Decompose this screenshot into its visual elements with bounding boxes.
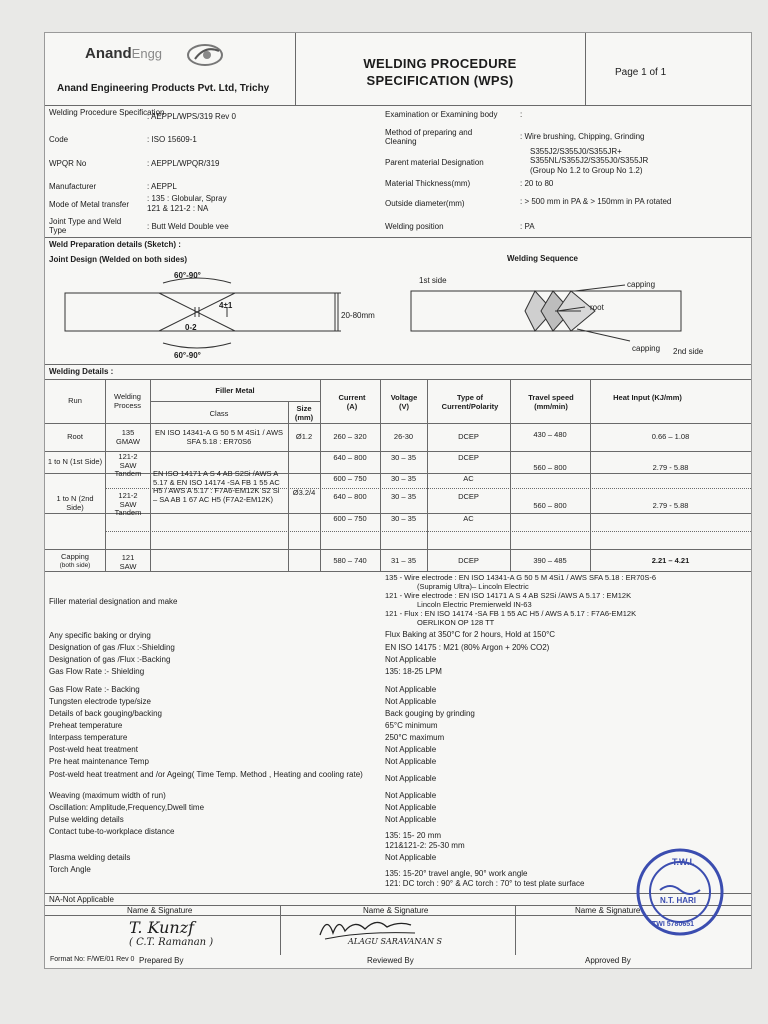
stamp-id: TWI 5780651 <box>652 921 695 928</box>
info-label-joint-type: Joint Type and Weld Type <box>49 217 122 235</box>
root-current-type: DCEP <box>458 432 479 441</box>
first-side-run: 1 to N (1st Side) <box>47 457 103 466</box>
first-side-voltage-1: 30 – 35 <box>390 453 417 462</box>
capping-bottom-label: capping <box>632 344 661 353</box>
header-current-type: Type of Current/Polarity <box>441 393 499 411</box>
param-label: Interpass temperature <box>49 733 128 742</box>
info-label-code: Code <box>49 135 69 144</box>
info-label-outside-diameter: Outside diameter(mm) <box>385 199 465 208</box>
divider <box>280 905 281 955</box>
param-label: Designation of gas /Flux :-Backing <box>49 655 171 664</box>
logo-cell <box>45 33 296 105</box>
root-heat-input: 0.66 – 1.08 <box>651 432 690 441</box>
info-value-parent-material-3: (Group No 1.2 to Group No 1.2) <box>530 166 643 175</box>
first-side-travel-speed: 560 – 800 <box>533 463 567 472</box>
sketch-section-title: Weld Preparation details (Sketch) : <box>49 240 181 249</box>
root-process: 135 GMAW <box>116 428 140 446</box>
stamp-top-text: T.W.I. <box>672 857 695 867</box>
joint-design-title: Joint Design (Welded on both sides) <box>49 255 188 264</box>
capping-heat-input: 2.21 – 4.21 <box>651 556 690 565</box>
info-label-cleaning: Method of preparing and Cleaning <box>385 128 473 146</box>
logo-swirl-icon <box>185 41 229 67</box>
reviewed-by-label: Reviewed By <box>367 956 414 965</box>
welding-sequence-title: Welding Sequence <box>507 254 578 263</box>
param-value: Back gouging by grinding <box>385 709 475 718</box>
capping-travel-speed: 390 – 485 <box>533 556 567 565</box>
param-value: Not Applicable <box>385 757 437 766</box>
param-value: Not Applicable <box>385 803 437 812</box>
approved-by-label: Approved By <box>585 956 631 965</box>
info-value-wps: : AEPPL/WPS/319 Rev 0 <box>147 112 236 121</box>
prepared-by-label: Prepared By <box>139 956 184 965</box>
info-value-joint-type: : Butt Weld Double vee <box>147 222 229 231</box>
info-label-parent-material: Parent material Designation <box>385 158 484 167</box>
stamp-name: N.T. HARI <box>660 896 696 905</box>
info-label-metal-transfer: Mode of Metal transfer <box>49 200 130 209</box>
document-title: WELDING PROCEDURE SPECIFICATION (WPS) <box>363 56 517 88</box>
second-side-current-1: 640 – 800 <box>333 492 367 501</box>
param-label: Any specific baking or drying <box>49 631 151 640</box>
first-side-label: 1st side <box>419 276 447 285</box>
header-process: Welding Process <box>113 392 142 410</box>
info-value-metal-transfer-2: 121 & 121-2 : NA <box>147 204 209 213</box>
param-value: Not Applicable <box>385 815 437 824</box>
param-label: Gas Flow Rate :- Backing <box>49 685 140 694</box>
param-label: Tungsten electrode type/size <box>49 697 151 706</box>
filler-line: OERLIKON OP 128 TT <box>417 618 495 627</box>
divider <box>45 237 751 238</box>
gap-label: 0-2 <box>185 323 197 332</box>
param-label: Post-weld heat treatment <box>49 745 138 754</box>
angle-top-label: 60°-90° <box>174 271 201 280</box>
company-name: Anand Engineering Products Pvt. Ltd, Trichy <box>57 83 270 94</box>
root-size: Ø1.2 <box>295 432 313 441</box>
second-side-heat-input: 2.79 - 5.88 <box>652 501 689 510</box>
param-label: Details of back gouging/backing <box>49 709 162 718</box>
second-side-current-type-2: AC <box>463 514 474 523</box>
second-side-voltage-2: 30 – 35 <box>390 514 417 523</box>
param-value: Not Applicable <box>385 774 437 783</box>
na-note: NA-Not Applicable <box>49 895 114 904</box>
filler-line: 135 - Wire electrode : EN ISO 14341-A G 50 5 M 4Si1 / AWS SFA 5.18 : ER70S-6 <box>385 573 657 582</box>
info-value-parent-material-2: S355NL/S355J2/S355J0/S355JR <box>530 156 649 165</box>
root-label: root <box>590 303 604 312</box>
param-label: Oscillation: Amplitude,Frequency,Dwell time <box>49 803 205 812</box>
second-side-process: 121-2 SAW Tandem <box>114 491 142 517</box>
param-value: Flux Baking at 350°C for 2 hours, Hold at 150°C <box>385 630 556 639</box>
param-label: Gas Flow Rate :- Shielding <box>49 667 145 676</box>
thickness-label: 20-80mm <box>341 311 375 320</box>
info-value-cleaning: : Wire brushing, Chipping, Grinding <box>520 132 645 141</box>
param-label: Pre heat maintenance Temp <box>49 757 149 766</box>
divider <box>515 905 516 955</box>
header-current: Current (A) <box>338 393 366 411</box>
capping-run: Capping <box>61 552 89 561</box>
header-run: Run <box>68 396 82 405</box>
param-label: Pulse welding details <box>49 815 124 824</box>
param-value: Not Applicable <box>385 853 437 862</box>
capping-current: 580 – 740 <box>333 556 367 565</box>
joint-design-sketch <box>59 263 389 363</box>
second-side-run: 1 to N (2nd Side) <box>56 494 94 512</box>
prepared-signature: T. Kunzf <box>129 918 195 937</box>
name-signature-reviewed: Name & Signature <box>363 906 429 915</box>
info-label-thickness: Material Thickness(mm) <box>385 179 471 188</box>
header-travel-speed: Travel speed (mm/min) <box>528 393 574 411</box>
name-signature-approved: Name & Signature <box>575 906 641 915</box>
capping-run-note: (both side) <box>59 562 91 569</box>
second-side-label: 2nd side <box>673 347 704 356</box>
param-value: Not Applicable <box>385 697 437 706</box>
info-value-parent-material-1: S355J2/S355J0/S355JR+ <box>530 147 622 156</box>
first-side-heat-input: 2.79 - 5.88 <box>652 463 689 472</box>
capping-current-type: DCEP <box>458 556 479 565</box>
info-label-wps: Welding Procedure Specification <box>49 108 165 117</box>
param-value-2: 121&121-2: 25-30 mm <box>385 841 465 850</box>
info-value-examination: : <box>520 110 523 119</box>
capping-top-label: capping <box>627 280 656 289</box>
company-logo: AnandEngg <box>85 45 163 62</box>
info-value-wpqr: : AEPPL/WPQR/319 <box>147 159 220 168</box>
param-label: Weaving (maximum width of run) <box>49 791 166 800</box>
format-number: Format No: F/WE/01 Rev 0 <box>50 956 135 963</box>
saw-filler-size: Ø3.2/4 <box>292 488 316 497</box>
info-value-outside-diameter: : > 500 mm in PA & > 150mm in PA rotated <box>520 197 672 206</box>
filler-line: 121 - Wire electrode : EN ISO 14171 A S 4 AB S2Si /AWS A 5.17 : EM12K <box>385 591 632 600</box>
header-voltage: Voltage (V) <box>390 393 418 411</box>
title-cell <box>295 33 586 105</box>
info-value-thickness: : 20 to 80 <box>520 179 554 188</box>
header-class: Class <box>209 409 229 418</box>
param-value: 135: 18-25 LPM <box>385 667 442 676</box>
param-value-2: 121: DC torch : 90° & AC torch : 70° to test plate surface <box>385 879 585 888</box>
param-value: EN ISO 14175 : M21 (80% Argon + 20% CO2) <box>385 643 550 652</box>
reviewer-name: ALAGU SARAVANAN S <box>348 937 443 946</box>
page-cell <box>585 33 751 105</box>
info-value-manufacturer: : AEPPL <box>147 182 177 191</box>
name-signature-prepared: Name & Signature <box>127 906 193 915</box>
angle-bottom-label: 60°-90° <box>174 351 201 360</box>
first-side-current-1: 640 – 800 <box>333 453 367 462</box>
capping-process: 121 SAW <box>119 553 137 571</box>
param-label: Torch Angle <box>49 865 91 874</box>
param-value: Not Applicable <box>385 685 437 694</box>
param-label: Contact tube-to-workplace distance <box>49 827 175 836</box>
first-side-current-2: 600 – 750 <box>333 474 367 483</box>
root-face-label: 4±1 <box>219 301 233 310</box>
param-value: Not Applicable <box>385 745 437 754</box>
info-value-welding-position: : PA <box>520 222 535 231</box>
info-label-examination: Examination or Examining body <box>385 110 498 119</box>
info-label-manufacturer: Manufacturer <box>49 182 97 191</box>
filler-designation-label: Filler material designation and make <box>49 597 178 606</box>
prepared-name: ( C.T. Ramanan ) <box>129 937 214 948</box>
info-label-welding-position: Welding position <box>385 222 444 231</box>
second-side-current-type-1: DCEP <box>458 492 479 501</box>
param-value: 65°C minimum <box>385 721 438 730</box>
root-run: Root <box>67 432 83 441</box>
param-label: Plasma welding details <box>49 853 131 862</box>
param-value: 135: 15- 20 mm <box>385 831 442 840</box>
param-value: Not Applicable <box>385 655 437 664</box>
root-class: EN ISO 14341-A G 50 5 M 4Si1 / AWS SFA 5.18 : ER70S6 <box>154 428 284 446</box>
filler-line: Lincoln Electric Premierweld IN-63 <box>417 600 532 609</box>
filler-line: (Supramig Ultra)– Lincoln Electric <box>417 582 529 591</box>
header-heat-input: Heat Input (KJ/mm) <box>613 393 682 402</box>
wps-document <box>44 32 752 969</box>
welding-details-title: Welding Details : <box>49 367 114 376</box>
document-header <box>45 33 751 106</box>
first-side-voltage-2: 30 – 35 <box>390 474 417 483</box>
saw-filler-class: EN ISO 14171 A S 4 AB S2Si /AWS A 5.17 & EN ISO 14174 -SA FB 1 55 AC H5 / AWS A 5.17 : F7A6-EM12K S2 Si – SA AB 1 67 AC H5 (F7A2-EM12K) <box>153 469 280 504</box>
header-size: Size (mm) <box>294 404 314 422</box>
second-side-voltage-1: 30 – 35 <box>390 492 417 501</box>
param-label: Preheat temperature <box>49 721 123 730</box>
param-label: Post-weld heat treatment and /or Ageing( Time Temp. Method , Heating and cooling rate) <box>49 770 363 779</box>
divider <box>45 364 751 365</box>
root-voltage: 26-30 <box>393 432 414 441</box>
first-side-current-type-1: DCEP <box>458 453 479 462</box>
first-side-current-type-2: AC <box>463 474 474 483</box>
param-value: 135: 15-20° travel angle, 90° work angle <box>385 869 528 878</box>
second-side-travel-speed: 560 – 800 <box>533 501 567 510</box>
filler-line: 121 - Flux : EN ISO 14174 -SA FB 1 55 AC H5 / AWS A 5.17 : F7A6-EM12K <box>385 609 637 618</box>
second-side-current-2: 600 – 750 <box>333 514 367 523</box>
param-value: Not Applicable <box>385 791 437 800</box>
first-side-process: 121-2 SAW Tandem <box>114 452 142 478</box>
info-value-code: : ISO 15609-1 <box>147 135 197 144</box>
param-value: 250°C maximum <box>385 733 445 742</box>
capping-voltage: 31 – 35 <box>390 556 417 565</box>
root-current: 260 – 320 <box>333 432 367 441</box>
page-number: Page 1 of 1 <box>615 67 667 78</box>
root-travel-speed: 430 – 480 <box>533 430 567 439</box>
param-label: Designation of gas /Flux :-Shielding <box>49 643 175 652</box>
header-filler-metal: Filler Metal <box>215 386 255 395</box>
info-value-metal-transfer: : 135 : Globular, Spray <box>147 194 227 203</box>
info-label-wpqr: WPQR No <box>49 159 87 168</box>
